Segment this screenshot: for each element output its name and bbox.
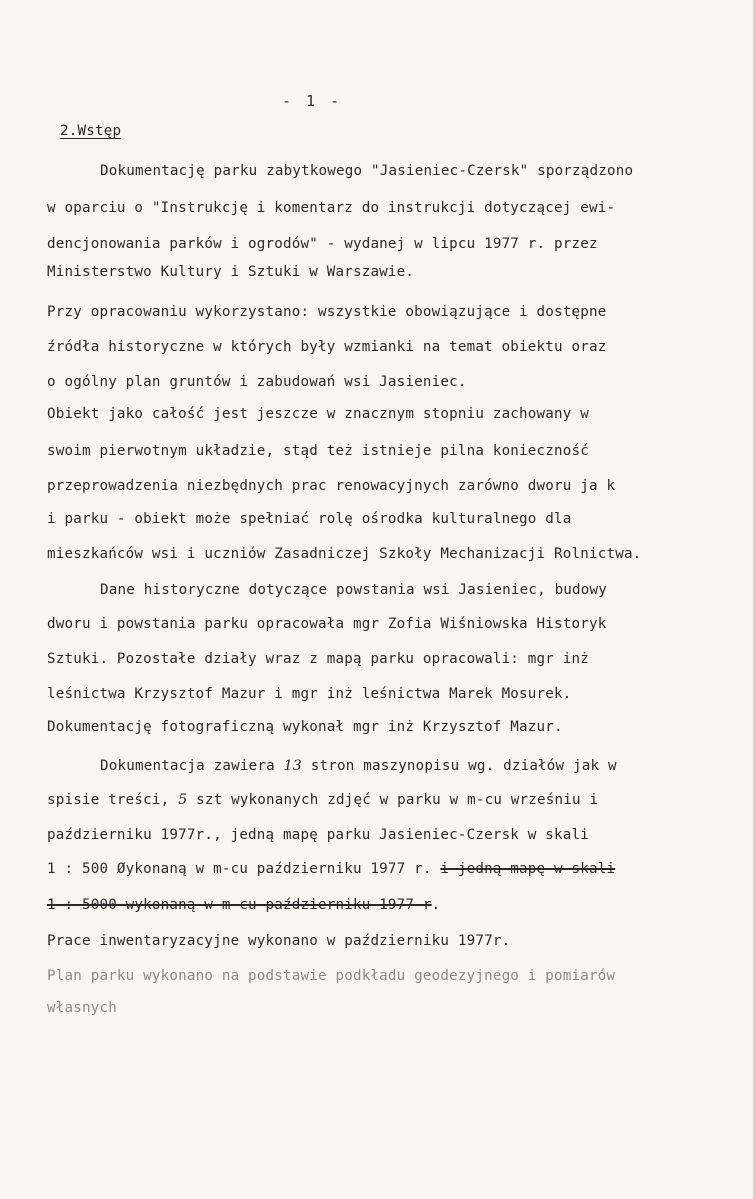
- faded-paragraph-line: Plan parku wykonano na podstawie podkładu geodezyjnego i pomiarów: [47, 968, 616, 984]
- paragraph-line: przeprowadzenia niezbędnych prac renowacyjnych zarówno dworu ja k: [47, 478, 616, 494]
- section-heading: 2.Wstęp: [60, 123, 122, 139]
- line-text: spisie treści,: [47, 792, 179, 808]
- paragraph-line: o ogólny plan gruntów i zabudowań wsi Jasieniec.: [47, 374, 467, 390]
- paragraph-line: Ministerstwo Kultury i Sztuki w Warszawie.: [47, 264, 415, 280]
- struck-text: 1 : 5000 wykonaną w m-cu październiku 1977 r: [47, 897, 432, 913]
- paragraph-line: Dokumentację fotograficzną wykonał mgr inż Krzysztof Mazur.: [47, 719, 563, 735]
- line-text: szt wykonanych zdjęć w parku w m-cu wrześniu i: [187, 792, 599, 808]
- faded-paragraph-line: własnych: [47, 1000, 117, 1016]
- paragraph-line: [100, 758, 617, 774]
- paragraph-line: źródła historyczne w których były wzmianki na temat obiektu oraz: [47, 339, 607, 355]
- handwritten-photo-count: 5: [178, 792, 188, 808]
- paragraph-line: Dane historyczne dotyczące powstania wsi Jasieniec, budowy: [100, 582, 608, 598]
- paragraph-line: dworu i powstania parku opracowała mgr Zofia Wiśniowska Historyk: [47, 616, 607, 632]
- line-text: stron maszynopisu wg. działów jak w: [302, 758, 617, 774]
- page-number: - 1 -: [282, 92, 343, 110]
- paragraph-line: dencjonowania parków i ogrodów" - wydanej w lipcu 1977 r. przez: [47, 236, 598, 252]
- paragraph-line: mieszkańców wsi i uczniów Zasadniczej Szkoły Mechanizacji Rolnictwa.: [47, 546, 642, 562]
- line-text: .: [431, 897, 441, 913]
- paragraph-line: i parku - obiekt może spełniać rolę ośrodka kulturalnego dla: [47, 511, 572, 527]
- paragraph-line: [47, 792, 598, 808]
- paragraph-line: Prace inwentaryzacyjne wykonano w październiku 1977r.: [47, 933, 511, 949]
- paragraph-line: leśnictwa Krzysztof Mazur i mgr inż leśnictwa Marek Mosurek.: [47, 686, 572, 702]
- paragraph-line: [47, 861, 615, 877]
- paragraph-line: Dokumentację parku zabytkowego "Jasieniec-Czersk" sporządzono: [100, 163, 634, 179]
- struck-text: i jedną mapę w skali: [440, 861, 616, 877]
- paragraph-line: w oparciu o "Instrukcję i komentarz do instrukcji dotyczącej ewi-: [47, 200, 616, 216]
- paragraph-line: Sztuki. Pozostałe działy wraz z mapą parku opracowali: mgr inż: [47, 651, 589, 667]
- line-text: 1 : 500 Øykonaną w m-cu październiku 1977 r.: [47, 861, 441, 877]
- paragraph-line: Przy opracowaniu wykorzystano: wszystkie obowiązujące i dostępne: [47, 304, 607, 320]
- handwritten-page-count: 13: [283, 758, 303, 774]
- paragraph-line: [47, 897, 440, 913]
- paragraph-line: Obiekt jako całość jest jeszcze w znacznym stopniu zachowany w: [47, 406, 589, 422]
- paragraph-line: swoim pierwotnym układzie, stąd też istnieje pilna konieczność: [47, 443, 589, 459]
- paragraph-line: październiku 1977r., jedną mapę parku Jasieniec-Czersk w skali: [47, 827, 589, 843]
- line-text: Dokumentacja zawiera: [100, 758, 284, 774]
